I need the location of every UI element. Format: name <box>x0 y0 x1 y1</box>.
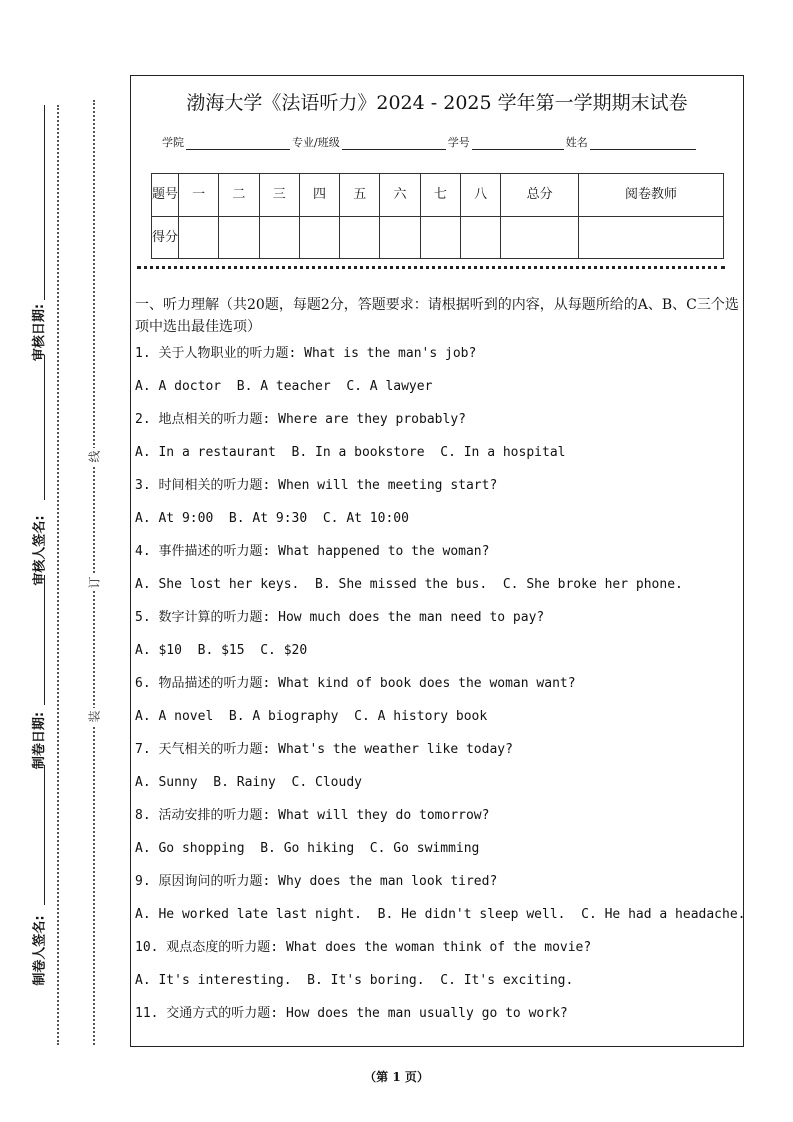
major-class-label: 专业/班级 <box>292 136 340 149</box>
review-date-label: 审核日期: <box>32 303 48 361</box>
make-date-blank <box>44 575 45 705</box>
row-head-score: 得分 <box>152 216 179 259</box>
column-8: 八 <box>460 174 500 217</box>
column-7: 七 <box>420 174 460 217</box>
options-line: A. Sunny B. Rainy C. Cloudy <box>135 775 362 790</box>
question-line: 5. 数字计算的听力题: How much does the man need to pay? <box>135 610 545 625</box>
reviewer-signature-label: 审核人签名: <box>32 514 48 586</box>
gutter-char-zhuang: 装 <box>85 708 103 725</box>
dotted-separator <box>137 266 725 269</box>
student-id-field[interactable] <box>472 137 564 150</box>
score-table-header-row <box>152 174 724 217</box>
make-date-label: 制卷日期: <box>32 711 48 769</box>
page-number: （第 1 页） <box>364 1070 429 1084</box>
options-line: A. A doctor B. A teacher C. A lawyer <box>135 379 433 394</box>
score-cell[interactable] <box>259 216 299 259</box>
column-5: 五 <box>340 174 380 217</box>
column-4: 四 <box>299 174 339 217</box>
score-cell[interactable] <box>340 216 380 259</box>
score-cell[interactable] <box>299 216 339 259</box>
score-cell[interactable] <box>219 216 259 259</box>
binding-cut-line <box>93 100 95 1045</box>
maker-signature-blank <box>44 765 45 905</box>
column-2: 二 <box>219 174 259 217</box>
score-cell[interactable] <box>380 216 420 259</box>
question-line: 3. 时间相关的听力题: When will the meeting start? <box>135 478 498 493</box>
student-id-label: 学号 <box>447 136 470 149</box>
options-line: A. At 9:00 B. At 9:30 C. At 10:00 <box>135 511 409 526</box>
question-line: 1. 关于人物职业的听力题: What is the man's job? <box>135 346 477 361</box>
question-line: 11. 交通方式的听力题: How does the man usually go to work? <box>135 1006 568 1021</box>
question-list <box>135 346 746 1039</box>
question-line: 9. 原因询问的听力题: Why does the man look tired? <box>135 874 498 889</box>
column-3: 三 <box>259 174 299 217</box>
section-heading: 一、听力理解（共20题，每题2分，答题要求：请根据听到的内容，从每题所给的A、B、C三个选项中选出最佳选项） <box>135 297 739 335</box>
question-line: 7. 天气相关的听力题: What's the weather like today? <box>135 742 513 757</box>
score-cell[interactable] <box>420 216 460 259</box>
question-line: 2. 地点相关的听力题: Where are they probably? <box>135 412 466 427</box>
listening-section <box>135 294 746 1039</box>
score-cell[interactable] <box>179 216 219 259</box>
school-field[interactable] <box>186 137 290 150</box>
reviewer-signature-blank <box>44 355 45 500</box>
major-class-field[interactable] <box>342 137 446 150</box>
score-table <box>151 173 724 259</box>
gutter-char-ding: 订 <box>85 574 103 591</box>
school-label: 学院 <box>162 136 184 149</box>
score-cell[interactable] <box>460 216 500 259</box>
options-line: A. $10 B. $15 C. $20 <box>135 643 308 658</box>
column-total: 总分 <box>501 174 579 217</box>
question-line: 10. 观点态度的听力题: What does the woman think of the movie? <box>135 940 592 955</box>
maker-signature-label: 制卷人签名: <box>32 914 48 986</box>
student-info-row <box>162 130 698 150</box>
score-cell[interactable] <box>579 216 724 259</box>
name-label: 姓名 <box>565 136 588 149</box>
row-head-question-number: 题号 <box>152 174 179 217</box>
question-line: 8. 活动安排的听力题: What will they do tomorrow? <box>135 808 490 823</box>
options-line: A. A novel B. A biography C. A history book <box>135 709 488 724</box>
options-line: A. It's interesting. B. It's boring. C. It's exciting. <box>135 973 574 988</box>
options-line: A. Go shopping B. Go hiking C. Go swimming <box>135 841 480 856</box>
binding-dotted-line <box>57 105 59 1045</box>
column-6: 六 <box>380 174 420 217</box>
score-cell[interactable] <box>501 216 579 259</box>
review-date-blank <box>44 105 45 300</box>
question-line: 6. 物品描述的听力题: What kind of book does the woman want? <box>135 676 576 691</box>
column-1: 一 <box>179 174 219 217</box>
gutter-char-xian: 线 <box>85 448 103 465</box>
question-line: 4. 事件描述的听力题: What happened to the woman? <box>135 544 490 559</box>
score-table-score-row <box>152 216 724 259</box>
exam-title: 渤海大学《法语听力》2024 - 2025 学年第一学期期末试卷 <box>186 92 688 114</box>
options-line: A. She lost her keys. B. She missed the bus. C. She broke her phone. <box>135 577 683 592</box>
options-line: A. In a restaurant B. In a bookstore C. In a hospital <box>135 445 566 460</box>
options-line: A. He worked late last night. B. He didn't sleep well. C. He had a headache. <box>135 907 746 922</box>
column-grader: 阅卷教师 <box>579 174 724 217</box>
name-field[interactable] <box>590 137 696 150</box>
